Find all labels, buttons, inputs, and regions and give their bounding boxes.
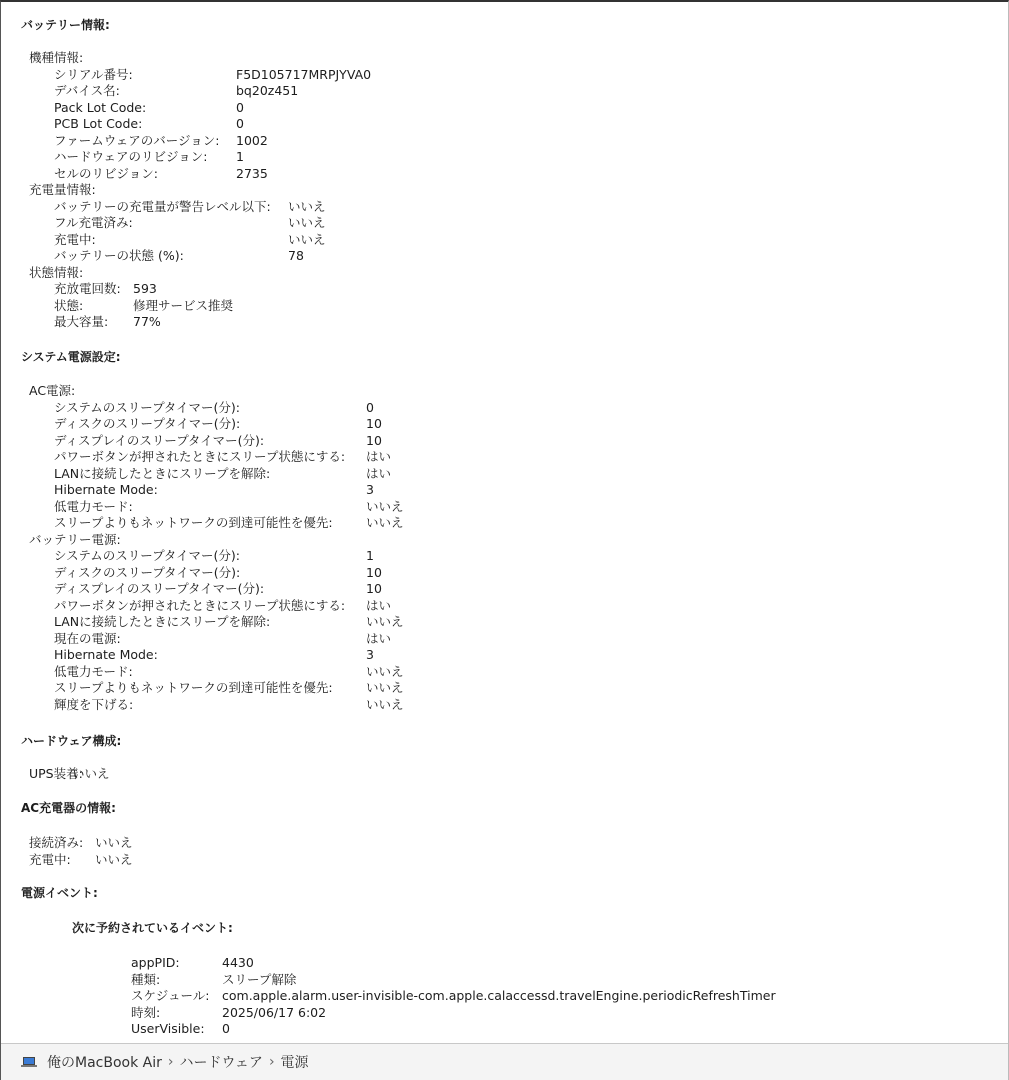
row-value: いいえ xyxy=(72,766,110,781)
row-value: いいえ xyxy=(95,851,133,867)
row-label: Hibernate Mode: xyxy=(54,482,158,497)
row-label: バッテリーの状態 (%): xyxy=(54,248,184,263)
row-label: ディスプレイのスリープタイマー(分): xyxy=(54,432,265,448)
row-value: 1 xyxy=(366,548,374,563)
row-label: ハードウェアのリビジョン: xyxy=(54,149,208,164)
row-label: パワーボタンが押されたときにスリープ状態にする: xyxy=(54,597,346,613)
row-value: いいえ xyxy=(366,614,404,629)
row-label: デバイス名: xyxy=(54,83,120,98)
row-label: 充電中: xyxy=(54,231,96,247)
row-value: 2735 xyxy=(236,165,268,181)
path-bar xyxy=(1,1043,1008,1080)
row-value: いいえ xyxy=(366,680,404,695)
section-header: AC充電器の情報: xyxy=(21,801,116,815)
row-value: 0 xyxy=(366,399,374,415)
row-label: 接続済み: xyxy=(29,835,84,850)
row-label: システムのスリープタイマー(分): xyxy=(54,399,240,415)
row-label: 最大容量: xyxy=(54,314,109,329)
row-label: 低電力モード: xyxy=(54,498,133,514)
row-value: 78 xyxy=(288,248,304,263)
path-computer[interactable]: 俺のMacBook Air xyxy=(47,1055,162,1071)
row-label: スリープよりもネットワークの到達可能性を優先: xyxy=(54,680,333,695)
row-value: はい xyxy=(366,465,392,481)
row-value: bq20z451 xyxy=(236,83,299,98)
section-header: 次に予約されているイベント: xyxy=(72,921,233,935)
path-separator: › xyxy=(268,1054,275,1070)
row-value: 2025/06/17 6:02 xyxy=(222,1004,327,1020)
row-label: 充放電回数: xyxy=(54,281,121,296)
row-label: LANに接続したときにスリープを解除: xyxy=(54,614,271,629)
row-label: ディスクのスリープタイマー(分): xyxy=(54,564,241,580)
row-value: いいえ xyxy=(366,498,404,514)
path-page[interactable]: 電源 xyxy=(280,1055,309,1071)
row-label: 種類: xyxy=(131,971,161,987)
row-label: Pack Lot Code: xyxy=(54,99,147,115)
row-value: 3 xyxy=(366,647,374,662)
row-value: 77% xyxy=(133,314,161,329)
row-value: 1 xyxy=(236,149,244,164)
row-label: セルのリビジョン: xyxy=(54,165,158,181)
row-value: 10 xyxy=(366,416,382,431)
path-separator: › xyxy=(167,1054,174,1070)
row-label: ディスクのスリープタイマー(分): xyxy=(54,416,241,431)
row-value: スリープ解除 xyxy=(222,971,297,987)
row-label: 充電中: xyxy=(29,851,71,867)
row-value: いいえ xyxy=(288,198,326,214)
row-label: バッテリーの充電量が警告レベル以下: xyxy=(54,198,271,214)
laptop-icon xyxy=(21,1057,37,1067)
row-value: com.apple.alarm.user-invisible-com.apple.calaccessd.travelEngine.periodicRefreshTimer xyxy=(222,988,776,1003)
row-label: フル充電済み: xyxy=(54,215,133,230)
row-value: 0 xyxy=(236,116,244,131)
row-value: 0 xyxy=(236,99,244,115)
row-value: 10 xyxy=(366,432,382,448)
row-value: はい xyxy=(366,630,392,646)
row-value: いいえ xyxy=(366,696,404,712)
row-label: スケジュール: xyxy=(131,988,210,1003)
group-label: バッテリー電源: xyxy=(29,531,121,547)
group-label: 充電量情報: xyxy=(29,182,96,197)
row-value: 0 xyxy=(222,1021,230,1036)
group-label: 状態情報: xyxy=(29,264,84,280)
row-value: F5D105717MRPJYVA0 xyxy=(236,66,372,82)
section-header: 電源イベント: xyxy=(21,886,98,900)
row-label: appPID: xyxy=(131,955,180,970)
row-label: 状態: xyxy=(54,297,84,313)
path-category[interactable]: ハードウェア xyxy=(179,1055,263,1071)
row-value: 修理サービス推奨 xyxy=(133,297,234,313)
row-label: Hibernate Mode: xyxy=(54,647,158,662)
row-value: 1002 xyxy=(236,132,268,148)
row-value: 4430 xyxy=(222,955,254,970)
section-header: バッテリー情報: xyxy=(21,18,110,32)
section-header: ハードウェア構成: xyxy=(21,734,122,748)
row-value: はい xyxy=(366,449,392,464)
row-value: 3 xyxy=(366,482,374,497)
row-value: はい xyxy=(366,597,392,613)
row-label: システムのスリープタイマー(分): xyxy=(54,548,240,563)
row-value: いいえ xyxy=(95,835,133,850)
row-label: UserVisible: xyxy=(131,1021,205,1036)
row-value: 10 xyxy=(366,581,382,596)
row-label: シリアル番号: xyxy=(54,66,133,82)
row-label: 低電力モード: xyxy=(54,663,133,679)
row-label: 輝度を下げる: xyxy=(54,696,134,712)
row-label: PCB Lot Code: xyxy=(54,116,143,131)
row-label: 現在の電源: xyxy=(54,630,121,646)
group-label: AC電源: xyxy=(29,383,76,398)
row-label: スリープよりもネットワークの到達可能性を優先: xyxy=(54,515,333,530)
group-label: 機種情報: xyxy=(29,50,84,65)
row-value: いいえ xyxy=(288,231,326,247)
row-value: いいえ xyxy=(366,663,404,679)
section-header: システム電源設定: xyxy=(21,350,121,364)
row-label: UPS装着: xyxy=(29,766,83,781)
row-label: パワーボタンが押されたときにスリープ状態にする: xyxy=(54,449,346,464)
row-label: LANに接続したときにスリープを解除: xyxy=(54,465,271,481)
row-value: いいえ xyxy=(288,215,326,230)
row-label: 時刻: xyxy=(131,1004,161,1020)
row-label: ディスプレイのスリープタイマー(分): xyxy=(54,581,265,596)
row-value: いいえ xyxy=(366,515,404,530)
row-value: 593 xyxy=(133,281,157,296)
row-label: ファームウェアのバージョン: xyxy=(54,132,220,148)
row-value: 10 xyxy=(366,564,382,580)
